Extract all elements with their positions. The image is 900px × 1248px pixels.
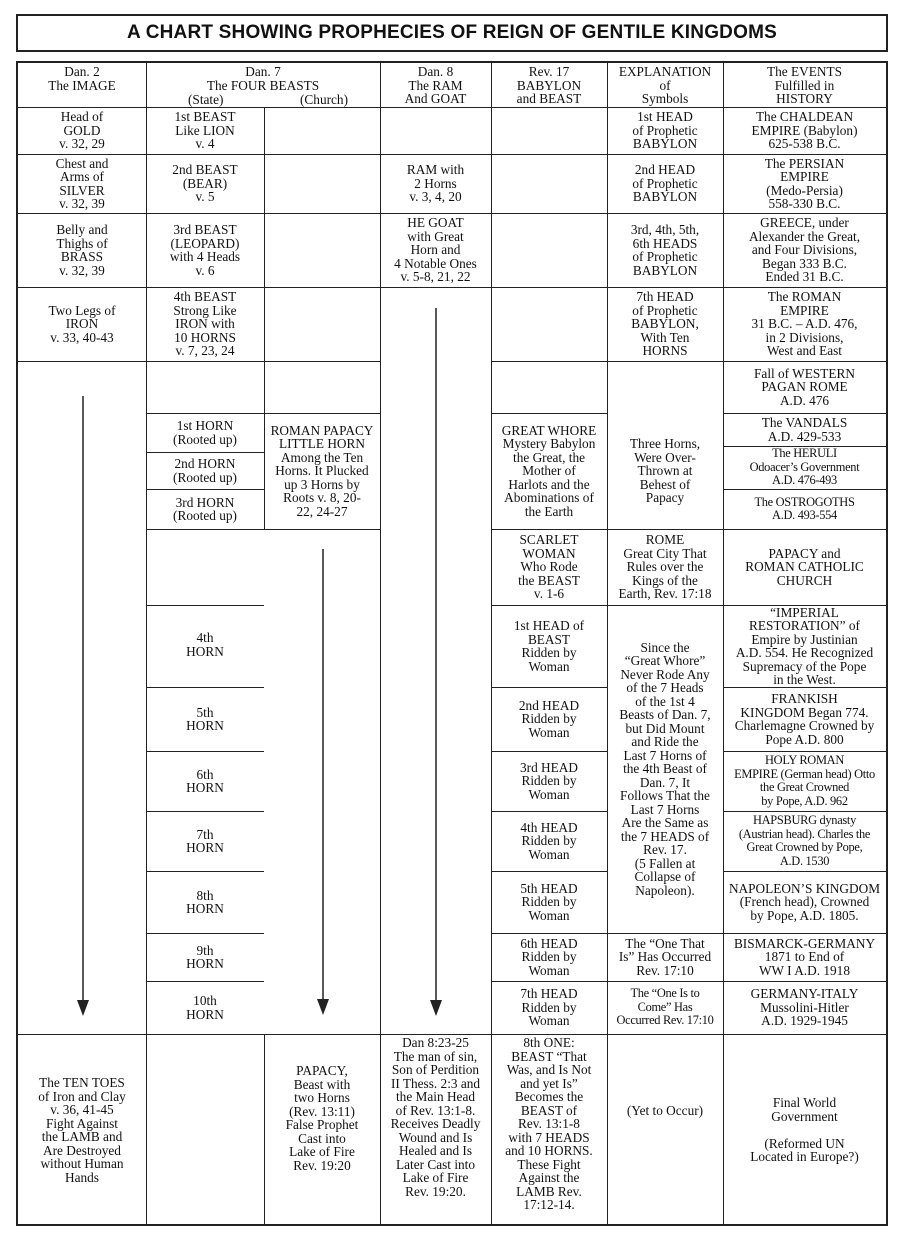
man-of-sin: Dan 8:23-25 The man of sin, Son of Perdition II Thess. 2:3 and the Main Head of Rev. 13:1-8. Receives Deadly Wound and Is Healed and Is Later Cast into Lake of Fire Rev. 19:20. <box>390 1035 481 1199</box>
expl-heads-3-6: 3rd, 4th, 5th, 6th HEADS of Prophetic BABYLON <box>630 222 700 278</box>
expl-head-1: 1st HEAD of Prophetic BABYLON <box>632 109 698 152</box>
image-silver: Chest and Arms of SILVER v. 32, 39 <box>55 155 109 211</box>
beast-bear: 2nd BEAST (BEAR) v. 5 <box>172 162 238 205</box>
event-napoleon: NAPOLEON’S KINGDOM (French head), Crowned by Pope, A.D. 1805. <box>728 880 881 923</box>
down-arrow-image-icon <box>76 396 90 1018</box>
event-greece: GREECE, under Alexander the Great, and Four Divisions, Began 333 B.C. Ended 31 B.C. <box>748 215 861 285</box>
prophecy-table <box>16 61 888 1226</box>
expl-three-horns: Three Horns, Were Over- Thrown at Behest of Papacy <box>629 436 701 506</box>
image-gold: Head of GOLD v. 32, 29 <box>59 109 105 152</box>
rev-scarlet-woman: SCARLET WOMAN Who Rode the BEAST v. 1-6 <box>518 532 580 602</box>
rev-great-whore: GREAT WHORE Mystery Babylon the Great, the Mother of Harlots and the Abominations of the Earth <box>501 422 597 519</box>
rev-head-4: 4th HEAD Ridden by Woman <box>520 819 578 862</box>
image-iron: Two Legs of IRON v. 33, 40-43 <box>48 302 116 345</box>
event-roman: The ROMAN EMPIRE 31 B.C. – A.D. 476, in 2 Divisions, West and East <box>751 289 858 359</box>
horn-1: 1st HORN (Rooted up) <box>173 418 237 447</box>
expl-one-that-is: The “One That Is” Has Occurred Rev. 17:10 <box>618 935 712 978</box>
header-dan7-state: (State) <box>188 92 224 107</box>
horn-5: 5th HORN <box>186 704 224 733</box>
horn-6: 6th HORN <box>186 766 224 795</box>
header-dan2: Dan. 2 The IMAGE <box>48 64 116 93</box>
event-germany-italy: GERMANY-ITALY Mussolini-Hitler A.D. 1929-1945 <box>750 986 859 1029</box>
he-goat: HE GOAT with Great Horn and 4 Notable Ones v. 5-8, 21, 22 <box>394 215 477 285</box>
event-hapsburg: HAPSBURG dynasty (Austrian head). Charles the Great Crowned by Pope, A.D. 1530 <box>738 813 871 868</box>
expl-one-to-come: The “One Is to Come” Has Occurred Rev. 17:10 <box>616 986 714 1028</box>
horn-7: 7th HORN <box>186 826 224 855</box>
horn-4: 4th HORN <box>186 630 224 659</box>
rev-head-2: 2nd HEAD Ridden by Woman <box>518 697 580 740</box>
expl-head-2: 2nd HEAD of Prophetic BABYLON <box>632 162 698 205</box>
down-arrow-ram-icon <box>429 308 443 1018</box>
row-line-h3 <box>146 529 380 530</box>
header-dan7: Dan. 7 The FOUR BEASTS <box>206 64 320 93</box>
horn-2: 2nd HORN (Rooted up) <box>173 456 237 485</box>
expl-since: Since the “Great Whore” Never Rode Any of the 7 Heads of the 1st 4 Beasts of Dan. 7, but Did Mount and Ride the Last 7 Horns of the 4th Beast of Dan. 7, It Follows That the Last 7 Horns Are the Same as the 7 HEADS of Rev. 17. (5 Fallen at Collapse of Napoleon). <box>619 639 711 898</box>
chart-title: A CHART SHOWING PROPHECIES OF REIGN OF GENTILE KINGDOMS <box>16 14 888 52</box>
event-final-world-government: Final World Government (Reformed UN Located in Europe?) <box>750 1095 859 1165</box>
beast-fourth: 4th BEAST Strong Like IRON with 10 HORNS v. 7, 23, 24 <box>173 289 237 359</box>
horn-3: 3rd HORN (Rooted up) <box>173 494 237 523</box>
event-vandals: The VANDALS A.D. 429-533 <box>761 415 848 444</box>
rev-head-5: 5th HEAD Ridden by Woman <box>520 880 578 923</box>
rev-head-3: 3rd HEAD Ridden by Woman <box>520 759 578 802</box>
event-imperial: “IMPERIAL RESTORATION” of Empire by Justinian A.D. 554. He Recognized Supremacy of the Pope in the West. <box>735 604 874 687</box>
image-toes: The TEN TOES of Iron and Clay v. 36, 41-45 Fight Against the LAMB and Are Destroyed without Human Hands <box>38 1075 126 1185</box>
beast-leopard: 3rd BEAST (LEOPARD) with 4 Heads v. 6 <box>169 222 241 278</box>
event-holy-roman: HOLY ROMAN EMPIRE (German head) Otto the Great Crowned by Pope, A.D. 962 <box>734 753 875 808</box>
expl-head-7: 7th HEAD of Prophetic BABYLON, With Ten HORNS <box>631 289 699 359</box>
rev-head-7: 7th HEAD Ridden by Woman <box>520 986 578 1029</box>
header-dan7-church: (Church) <box>300 92 348 107</box>
rev-eighth-one: 8th ONE: BEAST “That Was, and Is Not and yet Is” Becomes the BEAST of Rev. 13:1-8 with 7 HEADS and 10 HORNS. These Fight Against the LAMB Rev. 17:12-14. <box>505 1035 593 1212</box>
beast-lion: 1st BEAST Like LION v. 4 <box>174 109 236 152</box>
event-papacy-rc: PAPACY and ROMAN CATHOLIC CHURCH <box>745 545 864 588</box>
event-bismarck: BISMARCK-GERMANY 1871 to End of WW I A.D. 1918 <box>733 935 876 978</box>
row-line-iron-a <box>18 361 380 362</box>
image-brass: Belly and Thighs of BRASS v. 32, 39 <box>56 222 108 278</box>
rev-head-6: 6th HEAD Ridden by Woman <box>520 935 578 978</box>
horn-8: 8th HORN <box>186 887 224 916</box>
header-rev17: Rev. 17 BABYLON and BEAST <box>516 64 582 106</box>
event-chaldean: The CHALDEAN EMPIRE (Babylon) 625-538 B.C. <box>751 109 858 152</box>
horn-10: 10th HORN <box>186 993 224 1022</box>
event-frankish: FRANKISH KINGDOM Began 774. Charlemagne Crowned by Pope A.D. 800 <box>734 691 875 747</box>
event-persian: The PERSIAN EMPIRE (Medo-Persia) 558-330 B.C. <box>764 155 845 211</box>
church-little-horn: ROMAN PAPACY LITTLE HORN Among the Ten Horns. It Plucked up 3 Horns by Roots v. 8, 20- 22, 24-27 <box>270 422 374 519</box>
header-dan8: Dan. 8 The RAM And GOAT <box>404 64 467 106</box>
down-arrow-church-icon <box>316 549 330 1017</box>
event-fall-rome: Fall of WESTERN PAGAN ROME A.D. 476 <box>754 365 855 408</box>
event-heruli: The HERULI Odoacer’s Government A.D. 476-493 <box>749 446 860 488</box>
header-events: The EVENTS Fulfilled in HISTORY <box>767 64 842 106</box>
expl-yet-to-occur: (Yet to Occur) <box>626 1103 704 1118</box>
church-papacy: PAPACY, Beast with two Horns (Rev. 13:11) False Prophet Cast into Lake of Fire Rev. 19:20 <box>285 1063 359 1173</box>
expl-rome: ROME Great City That Rules over the Kings of the Earth, Rev. 17:18 <box>618 532 712 602</box>
event-ostrogoths: The OSTROGOTHS A.D. 493-554 <box>754 494 855 522</box>
header-explanation: EXPLANATION of Symbols <box>618 64 712 106</box>
horn-9: 9th HORN <box>186 942 224 971</box>
rev-head-1: 1st HEAD of BEAST Ridden by Woman <box>513 618 585 674</box>
ram-two-horns: RAM with 2 Horns v. 3, 4, 20 <box>406 162 465 205</box>
